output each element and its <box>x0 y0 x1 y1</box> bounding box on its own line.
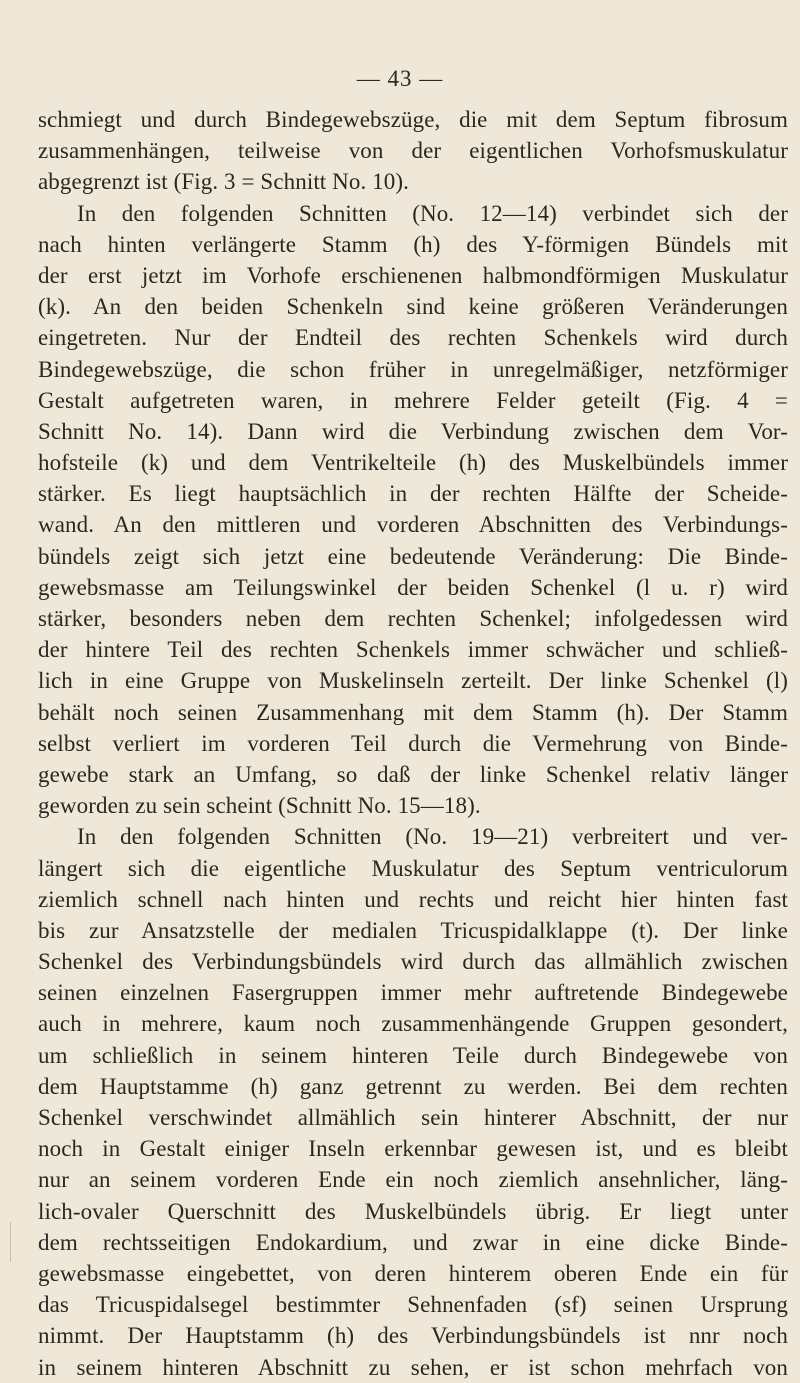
text-line: der erst jetzt im Vorhofe erschienenen halbmondförmigen Muskulatur <box>38 262 788 288</box>
text-line: in seinem hinteren Abschnitt zu sehen, er ist schon mehrfach von <box>38 1354 788 1380</box>
text-line: stärker, besonders neben dem rechten Schenkel; infolgedessen wird <box>38 606 788 631</box>
text-line: Gestalt aufgetreten waren, in mehrere Felder geteilt (Fig. 4 = <box>38 387 788 413</box>
body-text <box>38 104 788 1383</box>
text-line: zusammenhängen, teilweise von der eigentlichen Vorhofsmuskulatur <box>38 138 788 164</box>
scan-artifact-line <box>10 1222 11 1262</box>
text-line: seinen einzelnen Fasergruppen immer mehr auftretende Bindegewebe <box>38 980 788 1006</box>
text-line: nimmt. Der Hauptstamm (h) des Verbindungsbündels ist nnr noch <box>38 1323 788 1349</box>
text-line: gewebsmasse am Teilungswinkel der beiden Schenkel (l u. r) wird <box>38 574 788 600</box>
text-line: ziemlich schnell nach hinten und rechts und reicht hier hinten fast <box>38 886 788 912</box>
text-line: In den folgenden Schnitten (No. 19—21) verbreitert und ver- <box>77 824 788 850</box>
text-line: eingetreten. Nur der Endteil des rechten Schenkels wird durch <box>38 325 788 351</box>
text-line: hofsteile (k) und dem Ventrikelteile (h) des Muskelbündels immer <box>38 450 788 476</box>
text-line: gewebe stark an Umfang, so daß der linke Schenkel relativ länger <box>38 761 788 787</box>
text-line: behält noch seinen Zusammenhang mit dem Stamm (h). Der Stamm <box>38 699 788 725</box>
text-line: der hintere Teil des rechten Schenkels immer schwächer und schließ- <box>38 637 788 663</box>
text-line: gewebsmasse eingebettet, von deren hinterem oberen Ende ein für <box>38 1260 788 1286</box>
text-line: lich in eine Gruppe von Muskelinseln zerteilt. Der linke Schenkel (l) <box>38 668 788 694</box>
text-line: um schließlich in seinem hinteren Teile durch Bindegewebe von <box>38 1042 788 1068</box>
text-line: selbst verliert im vorderen Teil durch die Vermehrung von Binde- <box>38 730 788 756</box>
text-line: (k). An den beiden Schenkeln sind keine größeren Veränderungen <box>38 294 788 320</box>
text-line: Schnitt No. 14). Dann wird die Verbindung zwischen dem Vor- <box>38 418 788 444</box>
text-line: stärker. Es liegt hauptsächlich in der rechten Hälfte der Scheide- <box>38 481 788 507</box>
text-line: abgegrenzt ist (Fig. 3 = Schnitt No. 10). <box>38 169 409 195</box>
text-line: nur an seinem vorderen Ende ein noch ziemlich ansehnlicher, läng- <box>38 1167 788 1193</box>
text-line: Schenkel des Verbindungsbündels wird durch das allmählich zwischen <box>38 949 788 975</box>
text-line: Bindegewebszüge, die schon früher in unregelmäßiger, netzförmiger <box>38 356 788 382</box>
text-line: In den folgenden Schnitten (No. 12—14) verbindet sich der <box>77 200 788 226</box>
page-number: — 43 — <box>356 66 444 91</box>
text-line: dem Hauptstamme (h) ganz getrennt zu werden. Bei dem rechten <box>38 1073 788 1099</box>
text-line: schmiegt und durch Bindegewebszüge, die mit dem Septum fibrosum <box>38 107 788 132</box>
text-line: wand. An den mittleren und vorderen Abschnitten des Verbindungs- <box>38 512 788 538</box>
text-line: bündels zeigt sich jetzt eine bedeutende Veränderung: Die Binde- <box>38 543 788 569</box>
text-line: geworden zu sein scheint (Schnitt No. 15—18). <box>38 793 481 819</box>
text-line: lich-ovaler Querschnitt des Muskelbündels übrig. Er liegt unter <box>38 1198 788 1224</box>
text-line: auch in mehrere, kaum noch zusammenhängende Gruppen gesondert, <box>38 1011 788 1037</box>
text-line: noch in Gestalt einiger Inseln erkennbar gewesen ist, und es bleibt <box>38 1136 788 1162</box>
text-line: Schenkel verschwindet allmählich sein hinterer Abschnitt, der nur <box>38 1105 788 1130</box>
text-line: das Tricuspidalsegel bestimmter Sehnenfaden (sf) seinen Ursprung <box>38 1292 788 1318</box>
text-line: bis zur Ansatzstelle der medialen Tricuspidalklappe (t). Der linke <box>38 917 788 943</box>
text-line: dem rechtsseitigen Endokardium, und zwar in eine dicke Binde- <box>38 1229 788 1255</box>
text-line: längert sich die eigentliche Muskulatur des Septum ventriculorum <box>38 855 788 881</box>
text-line: nach hinten verlängerte Stamm (h) des Y-förmigen Bündels mit <box>38 231 788 257</box>
